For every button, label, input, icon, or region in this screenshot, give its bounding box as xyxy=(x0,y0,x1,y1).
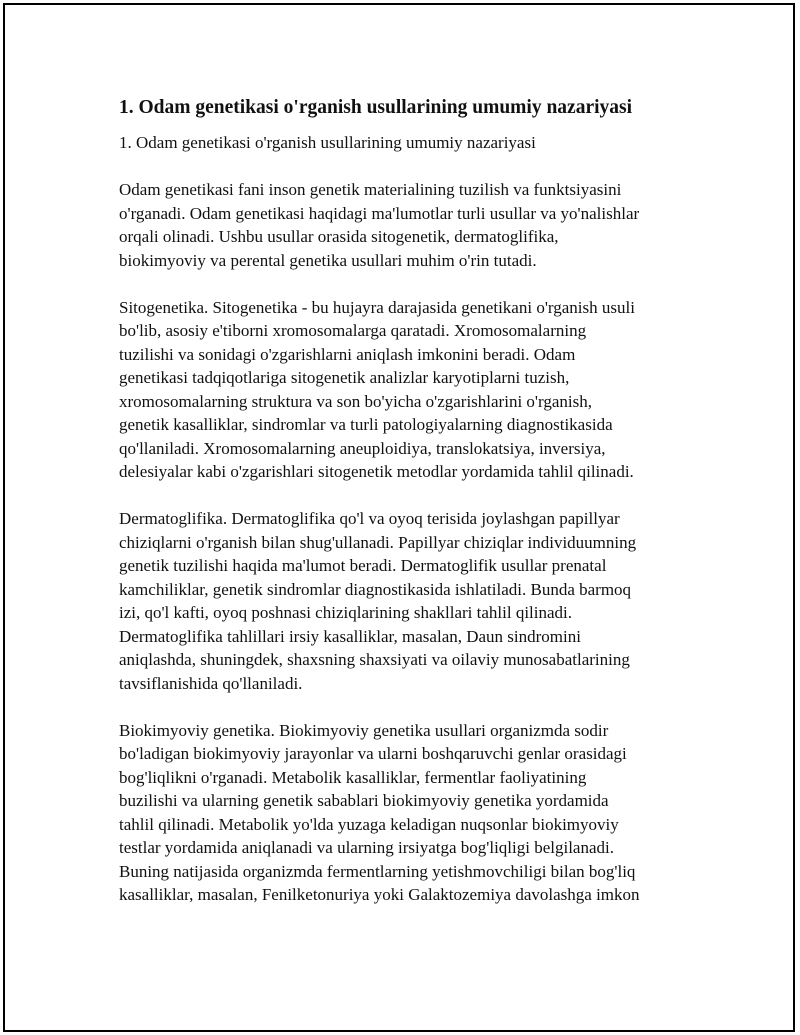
paragraph-intro xyxy=(119,178,699,272)
document-body xyxy=(119,95,699,930)
text-line: genetik tuzilishi haqida ma'lumot beradi. Dermatoglifik usullar prenatal xyxy=(119,556,607,575)
text-line: Buning natijasida organizmda fermentlarning yetishmovchiligi bilan bog'liq xyxy=(119,861,636,881)
text-line: Dermatoglifika. Dermatoglifika qo'l va oyoq terisida joylashgan papillyar xyxy=(119,509,620,528)
text-line: Biokimyoviy genetika. Biokimyoviy genetika usullari organizmda sodir xyxy=(119,720,609,740)
paragraph-dermatoglifika xyxy=(119,507,699,695)
paragraph-sitogenetika xyxy=(119,296,699,484)
text-line: buzilishi va ularning genetik sabablari biokimyoviy genetika yordamida xyxy=(119,791,609,810)
text-line: bo'ladigan biokimyoviy jarayonlar va ularni boshqaruvchi genlar orasidagi xyxy=(119,744,627,763)
text-line: delesiyalar kabi o'zgarishlari sitogenetik metodlar yordamida tahlil qilinadi. xyxy=(119,462,634,481)
document-title: 1. Odam genetikasi o'rganish usullarining umumiy nazariyasi xyxy=(119,97,633,118)
document-subtitle: 1. Odam genetikasi o'rganish usullarining umumiy nazariyasi xyxy=(119,133,536,152)
text-line: Odam genetikasi fani inson genetik materialining tuzilish va funktsiyasini xyxy=(119,180,622,199)
page-frame xyxy=(3,3,795,1032)
text-line: tahlil qilinadi. Metabolik yo'lda yuzaga keladigan nuqsonlar biokimyoviy xyxy=(119,814,619,834)
text-line: Sitogenetika. Sitogenetika - bu hujayra darajasida genetikani o'rganish usuli xyxy=(119,297,635,317)
text-line: bog'liqlikni o'rganadi. Metabolik kasalliklar, fermentlar faoliyatining xyxy=(119,767,587,787)
text-line: biokimyoviy va perental genetika usullari muhim o'rin tutadi. xyxy=(119,250,537,270)
text-line: genetik kasalliklar, sindromlar va turli patologiyalarning diagnostikasida xyxy=(119,415,613,434)
text-line: qo'llaniladi. Xromosomalarning aneuploidiya, translokatsiya, inversiya, xyxy=(119,438,606,458)
text-line: kasalliklar, masalan, Fenilketonuriya yoki Galaktozemiya davolashga imkon xyxy=(119,885,640,904)
text-line: kamchiliklar, genetik sindromlar diagnostikasida ishlatiladi. Bunda barmoq xyxy=(119,579,632,599)
text-line: chiziqlarni o'rganish bilan shug'ullanadi. Papillyar chiziqlar individuumning xyxy=(119,532,637,552)
text-line: tuzilishi va sonidagi o'zgarishlarni aniqlash imkonini beradi. Odam xyxy=(119,344,576,364)
paragraph-biokimyoviy-genetika xyxy=(119,719,699,907)
text-line: bo'lib, asosiy e'tiborni xromosomalarga qaratadi. Xromosomalarning xyxy=(119,321,587,340)
text-line: orqali olinadi. Ushbu usullar orasida sitogenetik, dermatoglifika, xyxy=(119,227,559,246)
text-line: o'rganadi. Odam genetikasi haqidagi ma'lumotlar turli usullar va yo'nalishlar xyxy=(119,203,640,223)
text-line: aniqlashda, shuningdek, shaxsning shaxsiyati va oilaviy munosabatlarining xyxy=(119,650,630,669)
text-line: izi, qo'l kafti, oyoq poshnasi chiziqlarining shakllari tahlil qilinadi. xyxy=(119,603,573,622)
text-line: Dermatoglifika tahlillari irsiy kasalliklar, masalan, Daun sindromini xyxy=(119,626,581,646)
text-line: genetikasi tadqiqotlariga sitogenetik analizlar karyotiplarni tuzish, xyxy=(119,368,570,387)
text-line: tavsiflanishida qo'llaniladi. xyxy=(119,673,303,693)
text-line: xromosomalarning struktura va son bo'yicha o'zgarishlarini o'rganish, xyxy=(119,391,592,411)
text-line: testlar yordamida aniqlanadi va ularning irsiyatga bog'liqligi belgilanadi. xyxy=(119,838,614,857)
